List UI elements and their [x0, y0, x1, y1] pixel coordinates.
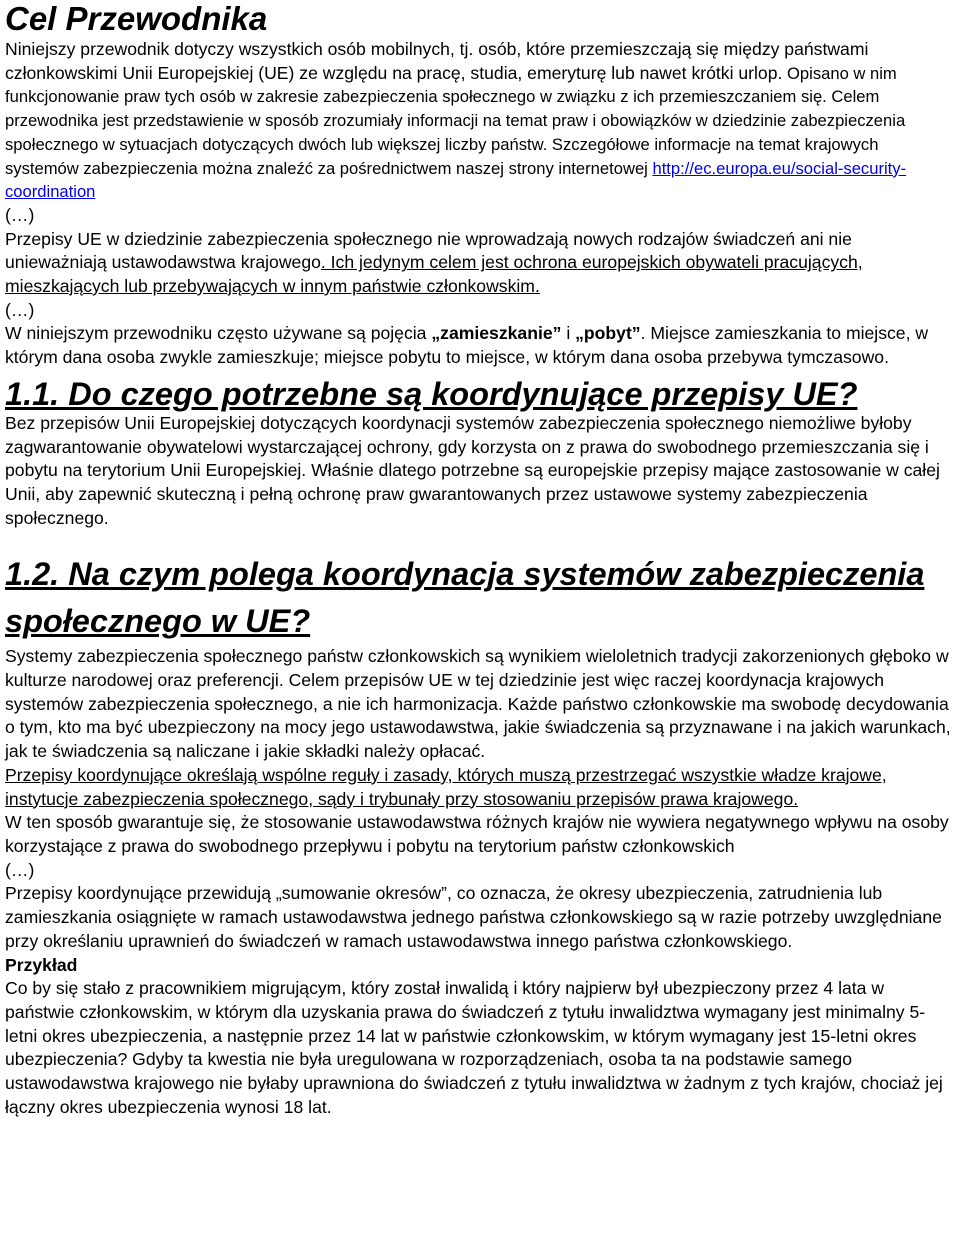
heading-main: Cel Przewodnika — [5, 0, 268, 37]
eu-rules-text: Przepisy UE w dziedzinie zabezpieczenia społecznego nie wprowadzają nowych rodzajów świadczeń ani nie unieważniają ustawodawstwa krajowego — [5, 228, 852, 273]
ellipsis-3: (…) — [5, 859, 35, 880]
intro-sentence-2: Opisano w nim funkcjonowanie praw tych osób w zakresie zabezpieczenia społecznego w związku z ich przemieszczaniem się. Celem przewodnika jest przedstawienie w sposób zrozumiały informacji na temat praw i obowiązków w dziedzinie zabezpieczenia społecznego w sytuacjach dotyczących dwóch lub większej liczby państw. Szczegółowe informacje na temat krajowych systemów zabezpieczenia można znaleźć za pośrednictwem naszej strony internetowej — [5, 63, 906, 178]
paragraph-national-systems: Systemy zabezpieczenia społecznego państw członkowskich są wynikiem wieloletnich tradycji zakorzenionych głęboko w kulturze narodowej oraz preferencji. Celem przepisów UE w tej dziedzinie jest więc raczej koordynacja krajowych systemów zabezpieczenia społecznego, a nie ich harmonizacja. Każde państwo członkowskie ma swobodę decydowania o tym, kto ma być ubezpieczony na mocy jego ustawodawstwa, jakie świadczenia są przyznawane i na jakich warunkach, jak te świadczenia są naliczane i jakie składki należy opłacać. — [5, 646, 951, 762]
heading-section-1-1: 1.1. Do czego potrzebne są koordynujące przepisy UE? — [5, 375, 858, 412]
eu-rules-underlined: . Ich jedynym celem jest ochrona europejskich obywateli pracujących, mieszkających lub przebywających w innym państwie członkowskim. — [5, 252, 863, 297]
ellipsis-1: (…) — [5, 204, 35, 225]
term-zamieszkanie: „zamieszkanie” — [431, 323, 562, 344]
paragraph-eu-rules — [5, 228, 954, 299]
ellipsis-2: (…) — [5, 299, 35, 320]
terms-text-b: i — [561, 323, 576, 344]
paragraph-why-coordination: Bez przepisów Unii Europejskiej dotyczących koordynacji systemów zabezpieczenia społecznego niemożliwe byłoby zagwarantowanie obywatelowi wystarczającej ochrony, gdy korzysta on z prawa do swobodnego przemieszczania się i pobytu na terytorium Unii Europejskiej. Właśnie dlatego potrzebne są europejskie przepisy mające zastosowanie w całej Unii, aby zapewnić skuteczną i pełną ochronę praw gwarantowanych przez ustawowe systemy zabezpieczenia społecznego. — [5, 412, 940, 528]
terms-text-a: W niniejszym przewodniku często używane są pojęcia — [5, 323, 432, 344]
paragraph-intro — [5, 38, 954, 204]
spacer — [5, 530, 954, 551]
paragraph-aggregation: Przepisy koordynujące przewidują „sumowanie okresów”, co oznacza, że okresy ubezpieczenia, zatrudnienia lub zamieszkania osiągnięte w ramach ustawodawstwa jednego państwa członkowskiego są w razie potrzeby uwzględniane przy określaniu uprawnień do świadczeń w ramach ustawodawstwa innego państwa członkowskiego. — [5, 883, 942, 951]
social-security-link[interactable]: http://ec.europa.eu/social-security-coordination — [5, 158, 907, 202]
paragraph-free-movement: W ten sposób gwarantuje się, że stosowanie ustawodawstwa różnych krajów nie wywiera negatywnego wpływu na osoby korzystające z prawa do swobodnego przepływu i pobytu na terytorium państw członkowskich — [5, 812, 949, 856]
paragraph-terms — [5, 322, 954, 369]
intro-sentence-1: Niniejszy przewodnik dotyczy wszystkich osób mobilnych, tj. osób, które przemieszczają się między państwami członkowskimi Unii Europejskiej (UE) ze względu na pracę, studia, emeryturę lub nawet krótki urlop. — [5, 39, 869, 83]
example-label: Przykład — [5, 954, 78, 975]
term-pobyt: „pobyt” — [575, 323, 641, 344]
paragraph-example: Co by się stało z pracownikiem migrującym, który został inwalidą i który najpierw był ubezpieczony przez 4 lata w państwie członkowskim, w którym dla uzyskania prawa do świadczeń z tytułu inwalidztwa wymagany jest minimalny 5-letni okres ubezpieczenia, a następnie przez 14 lat w państwie członkowskim, w którym wymagany jest 15-letni okres ubezpieczenia? Gdyby ta kwestia nie była uregulowana w rozporządzeniach, osoba ta na podstawie samego ustawodawstwa krajowego nie byłaby uprawniona do świadczeń z tytułu inwalidztwa w żadnym z tych krajów, chociaż jej łączny okres ubezpieczenia wynosi 18 lat. — [5, 978, 943, 1117]
terms-text-c: . Miejsce zamieszkania to miejsce, w którym dana osoba zwykle zamieszkuje; miejsce pobytu to miejsce, w którym dana osoba przebywa tymczasowo. — [5, 323, 929, 368]
paragraph-common-rules: Przepisy koordynujące określają wspólne reguły i zasady, których muszą przestrzegać wszystkie władze krajowe, instytucje zabezpieczenia społecznego, sądy i trybunały przy stosowaniu przepisów prawa krajowego. — [5, 764, 887, 809]
heading-section-1-2: 1.2. Na czym polega koordynacja systemów zabezpieczenia społecznego w UE? — [5, 556, 925, 640]
